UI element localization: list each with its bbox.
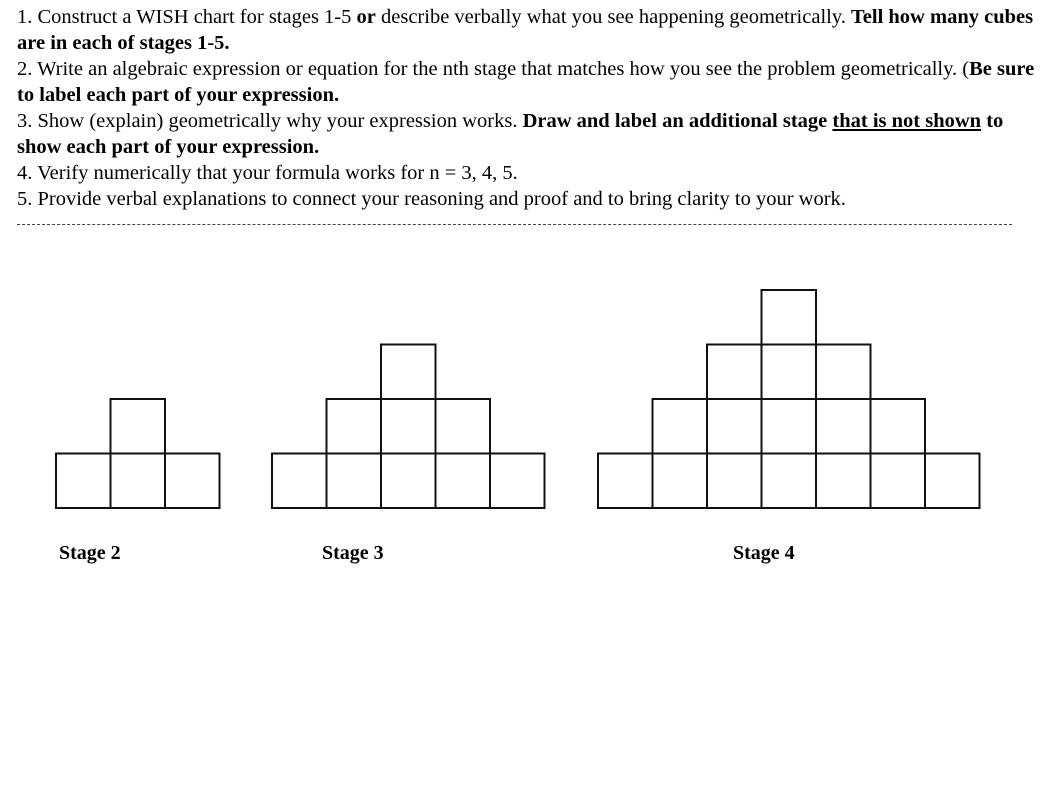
square-tile xyxy=(56,454,111,509)
stage-3-label: Stage 3 xyxy=(322,542,384,564)
stage-4-label: Stage 4 xyxy=(733,542,795,564)
square-tile xyxy=(111,454,166,509)
square-tile xyxy=(111,399,166,454)
square-tile xyxy=(490,454,545,509)
instruction-text: Verify numerically that your formula works for n = 3, 4, 5. xyxy=(32,162,518,184)
square-tile xyxy=(707,345,762,400)
instruction-bold: or xyxy=(356,6,376,28)
square-tile xyxy=(381,454,436,509)
instruction-bold: Be sure to label each part of your expression. xyxy=(17,58,1035,106)
square-tile xyxy=(327,399,382,454)
square-tile xyxy=(762,399,817,454)
instruction-text: describe verbally what you see happening geometrically. xyxy=(375,6,851,28)
square-tile xyxy=(816,454,871,509)
instruction-number: 3. xyxy=(17,110,33,132)
instruction-2 xyxy=(17,56,1037,108)
square-tile xyxy=(925,454,980,509)
instruction-bold: Draw and label an additional stage xyxy=(522,110,833,132)
instruction-number: 4. xyxy=(17,162,33,184)
instruction-5 xyxy=(17,186,1037,212)
square-tile xyxy=(707,454,762,509)
square-tile xyxy=(653,399,708,454)
square-tile xyxy=(871,454,926,509)
instruction-bold: Tell how many cubes are in each of stages 1-5. xyxy=(17,6,1034,54)
instruction-text: Construct a WISH chart for stages 1-5 xyxy=(32,6,357,28)
square-tile xyxy=(707,399,762,454)
instruction-number: 1. xyxy=(17,6,33,28)
instruction-text: Provide verbal explanations to connect your reasoning and proof and to bring clarity to your work. xyxy=(32,188,846,210)
instruction-number: 2. xyxy=(17,58,33,80)
instruction-1 xyxy=(17,4,1037,56)
square-tile xyxy=(381,399,436,454)
instruction-bold: to show each part of your expression. xyxy=(17,110,1004,158)
stage-4-figure xyxy=(598,290,980,508)
instruction-3 xyxy=(17,108,1037,160)
instruction-text: Write an algebraic expression or equation for the nth stage that matches how you see the problem geometrically. ( xyxy=(32,58,970,80)
square-tile xyxy=(598,454,653,509)
square-tile xyxy=(816,345,871,400)
square-tile xyxy=(871,399,926,454)
dashed-divider xyxy=(17,224,1012,225)
square-tile xyxy=(272,454,327,509)
square-tile xyxy=(762,454,817,509)
instruction-text: Show (explain) geometrically why your expression works. xyxy=(32,110,523,132)
stage-2-figure xyxy=(56,399,220,508)
square-tile xyxy=(762,345,817,400)
instruction-underlined: that is not shown xyxy=(832,110,982,132)
square-tile xyxy=(816,399,871,454)
instructions xyxy=(17,4,1037,212)
square-tile xyxy=(653,454,708,509)
square-tile xyxy=(762,290,817,345)
square-tile xyxy=(381,345,436,400)
instruction-4 xyxy=(17,160,1037,186)
stage-3-figure xyxy=(272,345,545,509)
stage-figures xyxy=(0,280,1054,520)
instruction-number: 5. xyxy=(17,188,33,210)
square-tile xyxy=(436,399,491,454)
square-tile xyxy=(165,454,220,509)
square-tile xyxy=(327,454,382,509)
square-tile xyxy=(436,454,491,509)
stage-2-label: Stage 2 xyxy=(59,542,121,564)
